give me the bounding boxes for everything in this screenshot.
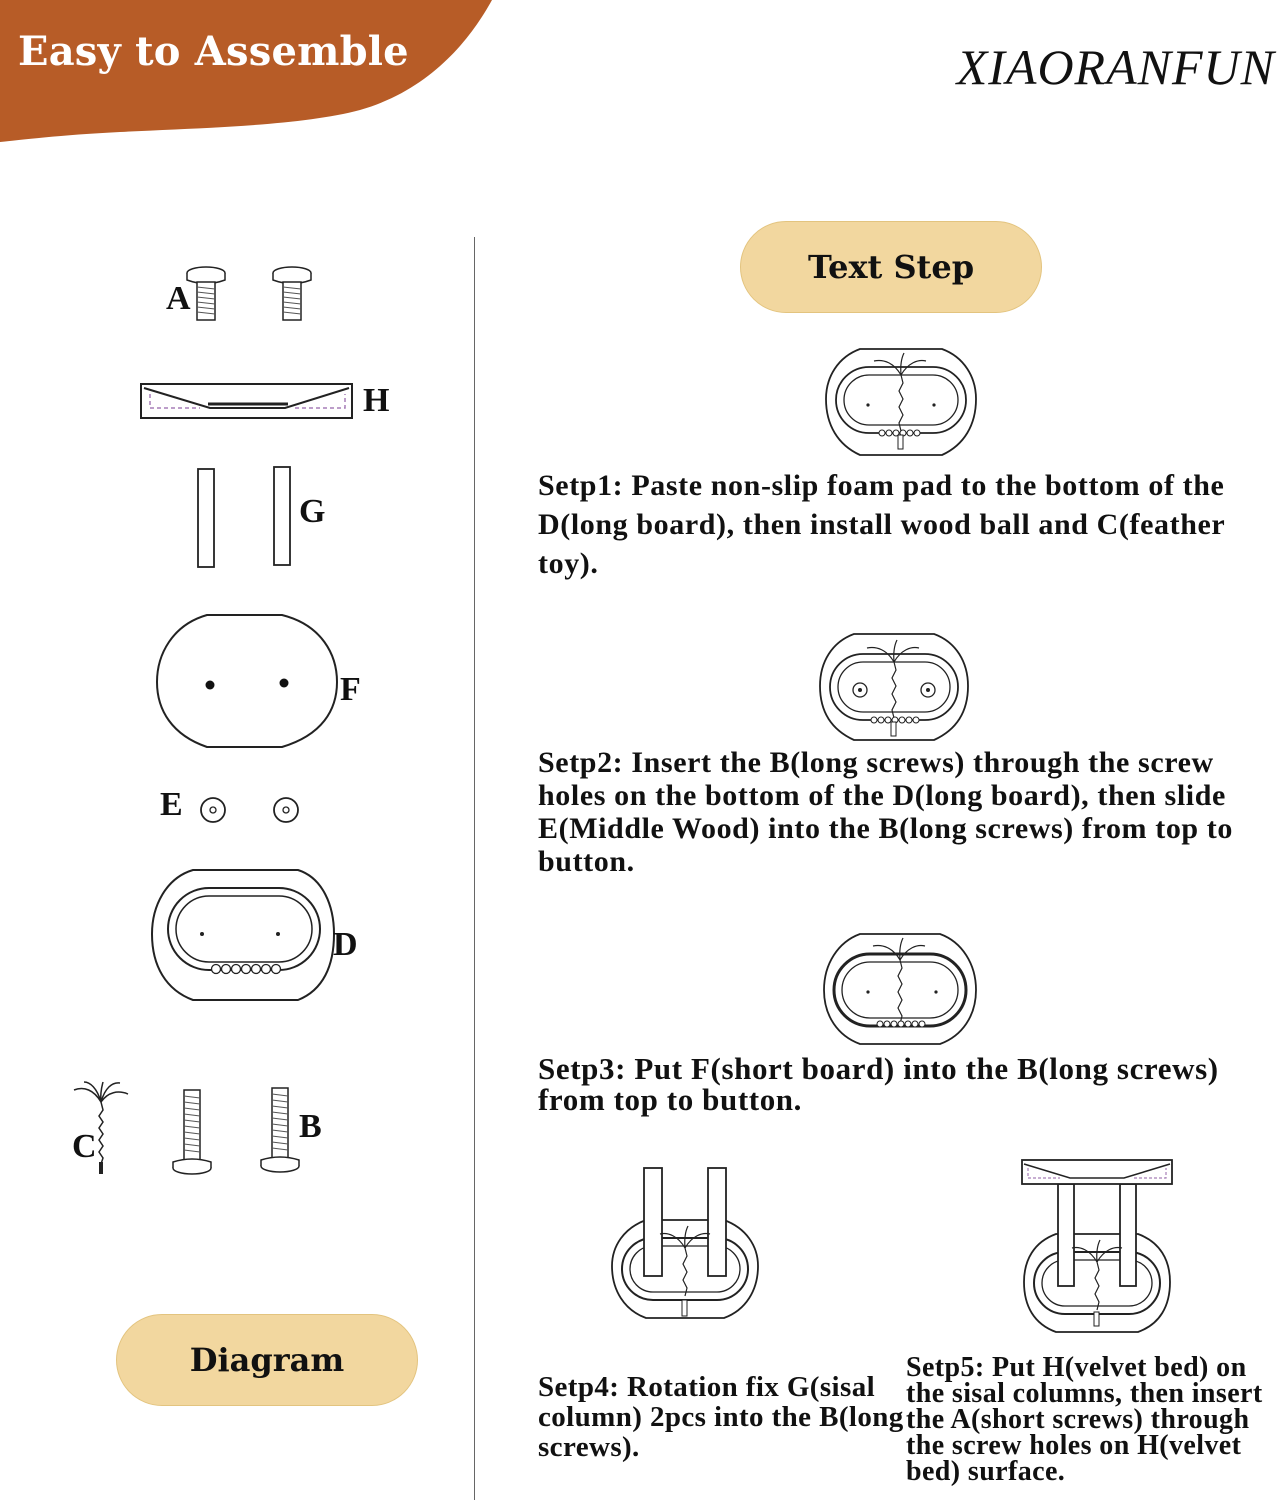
diagram-section-label: Diagram xyxy=(116,1314,418,1406)
part-label-c: C xyxy=(72,1128,97,1165)
step2-diagram xyxy=(816,632,972,742)
part-e-middle-wood xyxy=(198,794,302,826)
step5-diagram xyxy=(1020,1158,1174,1336)
part-b-long-screws xyxy=(170,1086,310,1180)
header-banner xyxy=(0,0,500,150)
part-a-screws xyxy=(180,265,320,327)
brand-name: XIAORANFUN xyxy=(956,39,1275,95)
part-label-a: A xyxy=(166,280,191,317)
part-label-e: E xyxy=(160,786,183,823)
step3-diagram xyxy=(820,932,980,1048)
part-h-velvet-bed xyxy=(140,382,355,422)
part-label-g: G xyxy=(299,493,326,530)
part-label-h: H xyxy=(363,382,390,419)
step2-text: Setp2: Insert the B(long screws) through the screw holes on the bottom of the D(long board), then slide E(Middle Wood) into the B(long screws) from top to button. xyxy=(538,746,1233,878)
step5-text: Setp5: Put H(velvet bed) on the sisal columns, then insert the A(short screws) through the screw holes on H(velvet bed) surface. xyxy=(906,1352,1263,1487)
step4-text: Setp4: Rotation fix G(sisal column) 2pcs into the B(long screws). xyxy=(538,1371,904,1463)
part-label-d: D xyxy=(333,926,358,963)
step4-diagram xyxy=(608,1166,762,1322)
part-d-long-board xyxy=(148,866,338,1004)
column-divider xyxy=(474,237,475,1500)
step1-diagram xyxy=(822,347,980,457)
banner-title: Easy to Assemble xyxy=(18,28,409,75)
text-step-section-label: Text Step xyxy=(740,221,1042,313)
step1-text: Setp1: Paste non-slip foam pad to the bottom of the D(long board), then install wood ball and C(feather toy). xyxy=(538,469,1225,580)
part-g-sisal-columns xyxy=(196,466,296,570)
part-label-f: F xyxy=(340,671,361,708)
step3-text: Setp3: Put F(short board) into the B(long screws) from top to button. xyxy=(538,1051,1219,1117)
part-f-short-board xyxy=(152,610,342,752)
part-label-b: B xyxy=(299,1108,322,1145)
